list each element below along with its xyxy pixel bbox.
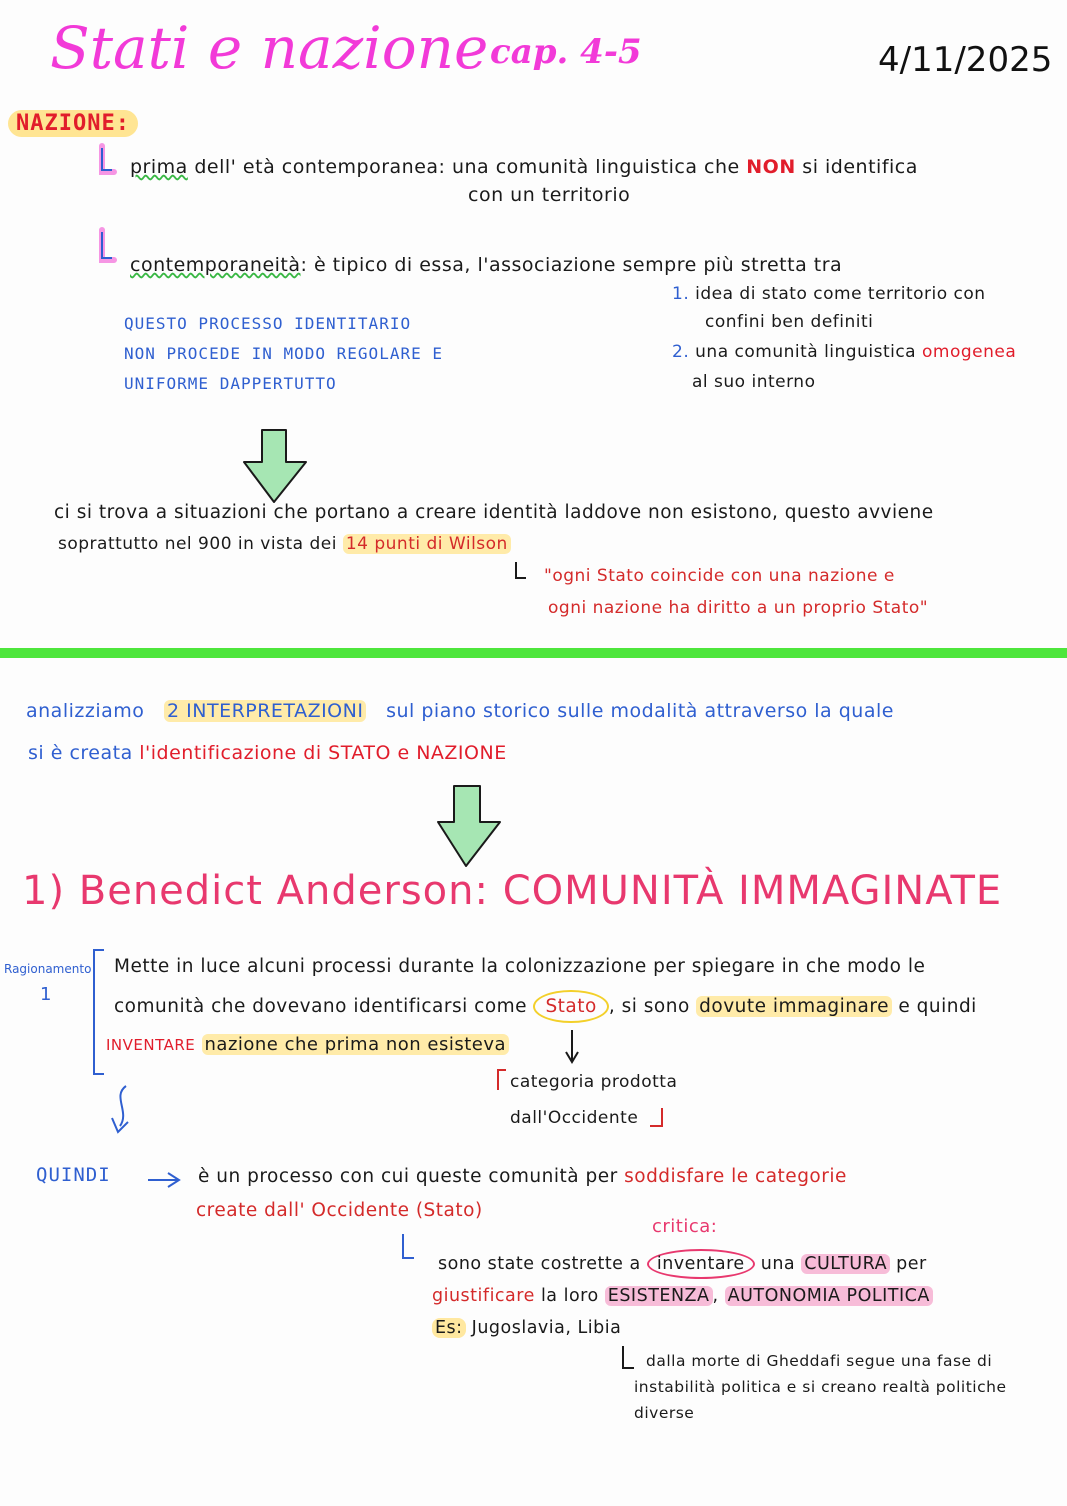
down-arrow-icon (436, 784, 502, 868)
hook-arrow-icon (96, 230, 116, 266)
list-num-2: 2. (672, 342, 690, 362)
right-arrow-icon (146, 1170, 182, 1190)
interpretations-b1: si è creata (28, 742, 133, 764)
quindi-label: QUINDI (36, 1164, 111, 1186)
nazione-line2-text: : è tipico di essa, l'associazione sempre più stretta tra (300, 254, 843, 276)
corner-bracket (648, 1106, 666, 1130)
quindi-line2: create dall' Occidente (Stato) (196, 1200, 483, 1221)
list-item-1 (672, 284, 986, 304)
list-item-1-cont: confini ben definiti (705, 312, 874, 332)
critica-line1 (438, 1254, 927, 1274)
anderson-heading: 1) Benedict Anderson: COMUNITÀ IMMAGINATE (22, 868, 1003, 914)
example-label: Es: (432, 1318, 466, 1338)
date: 4/11/2025 (878, 40, 1053, 80)
quindi-line1 (198, 1166, 847, 1187)
down-arrow-icon (240, 428, 310, 504)
nazione-line2 (130, 254, 842, 276)
libia-note-line3: diverse (634, 1404, 695, 1422)
giustificare-word: giustificare (432, 1286, 535, 1306)
interpretations-line1 (26, 700, 894, 722)
esistenza-highlight: ESISTENZA (605, 1286, 713, 1306)
interpretations-b2: l'identificazione di STATO e NAZIONE (139, 742, 507, 764)
interpretations-line2 (28, 742, 507, 764)
list-num-1: 1. (672, 284, 690, 304)
not-emphasis: NON (746, 156, 796, 178)
example-text: Jugoslavia, Libia (471, 1318, 622, 1338)
stato-circled: Stato (533, 990, 608, 1023)
hook-arrow-icon (96, 146, 116, 178)
libia-note-line2: instabilità politica e si creano realtà politiche (634, 1378, 1007, 1396)
wilson-quote-line1: "ogni Stato coincide con una nazione e (544, 566, 895, 586)
critica-label: critica: (652, 1216, 718, 1237)
inventare-word: INVENTARE (106, 1036, 196, 1054)
word-prima: prima (130, 156, 188, 178)
libia-note-line1: dalla morte di Gheddafi segue una fase di (646, 1352, 993, 1370)
list-item-1-text: idea di stato come territorio con (695, 284, 986, 304)
wilson-quote-line2: ogni nazione ha diritto a un proprio Stato" (548, 598, 929, 618)
interpretations-a2: sul piano storico sulle modalità attraverso la quale (386, 700, 894, 722)
nazione-line1-text: dell' età contemporanea: una comunità linguistica che (194, 156, 740, 178)
critica-line2 (432, 1286, 933, 1306)
critica-line1-a: sono state costrette a (438, 1254, 641, 1274)
word-contemporaneita: contemporaneità (130, 254, 301, 276)
interpretations-highlight: 2 INTERPRETAZIONI (164, 700, 366, 722)
hook-arrow-icon (512, 562, 530, 584)
critica-line3 (432, 1318, 621, 1338)
inventare-circled: inventare (647, 1249, 755, 1279)
nazione-line1 (130, 156, 918, 178)
interpretations-a1: analizziamo (26, 700, 145, 722)
anderson-p3-hl: nazione che prima non esisteva (202, 1034, 510, 1055)
anderson-p2-c: e quindi (898, 996, 977, 1017)
section-divider (0, 648, 1067, 658)
list-item-2-text: una comunità linguistica (695, 342, 917, 362)
anderson-p2-b: , si sono (608, 996, 690, 1017)
wilson-points: 14 punti di Wilson (343, 534, 511, 554)
anderson-p2-hl: dovute immaginare (696, 996, 892, 1017)
anderson-p3 (106, 1034, 509, 1055)
anderson-p1: Mette in luce alcuni processi durante la colonizzazione per spiegare in che modo le (114, 956, 926, 977)
critica-line1-c: per (896, 1254, 927, 1274)
autonomia-highlight: AUTONOMIA POLITICA (725, 1286, 933, 1306)
arrow-down-icon (564, 1030, 582, 1066)
list-item-2 (672, 342, 1016, 362)
blue-note-line3: UNIFORME DAPPERTUTTO (124, 374, 337, 393)
chapter-label: cap. 4-5 (490, 32, 642, 72)
left-bracket (88, 948, 108, 1078)
nazione-line1-cont: con un territorio (468, 184, 631, 206)
page-title: Stati e nazione (50, 14, 489, 82)
critica-line2-comma: , (712, 1286, 719, 1306)
section-label-nazione: NAZIONE: (8, 110, 138, 137)
side-label: Ragionamento (4, 962, 92, 976)
quindi-line1-red: soddisfare le categorie (624, 1166, 847, 1187)
conclusion-line2-text: soprattutto nel 900 in vista dei (58, 534, 337, 554)
conclusion-line2 (58, 534, 511, 554)
arrow-note-line2: dall'Occidente (510, 1108, 639, 1128)
hook-arrow-icon (618, 1346, 638, 1376)
nazione-line1-end: si identifica (802, 156, 918, 178)
conclusion-line1: ci si trova a situazioni che portano a creare identità laddove non esistono, questo avviene (54, 502, 934, 523)
anderson-p2 (114, 996, 977, 1017)
arrow-note-line1: categoria prodotta (510, 1072, 678, 1092)
blue-note-line2: NON PROCEDE IN MODO REGOLARE E (124, 344, 443, 363)
anderson-p2-a: comunità che dovevano identificarsi come (114, 996, 528, 1017)
blue-note-line1: QUESTO PROCESSO IDENTITARIO (124, 314, 412, 333)
critica-line2-a: la loro (540, 1286, 599, 1306)
curved-arrow-icon (104, 1082, 134, 1138)
side-label-number: 1 (40, 984, 52, 1005)
corner-bracket (494, 1068, 508, 1092)
quindi-line1-text: è un processo con cui queste comunità per (198, 1166, 618, 1187)
list-item-2-highlight: omogenea (922, 342, 1017, 362)
critica-line1-b: una (760, 1254, 796, 1274)
cultura-highlight: CULTURA (801, 1254, 890, 1274)
list-item-2-cont: al suo interno (692, 372, 816, 392)
hook-arrow-icon (398, 1234, 418, 1264)
